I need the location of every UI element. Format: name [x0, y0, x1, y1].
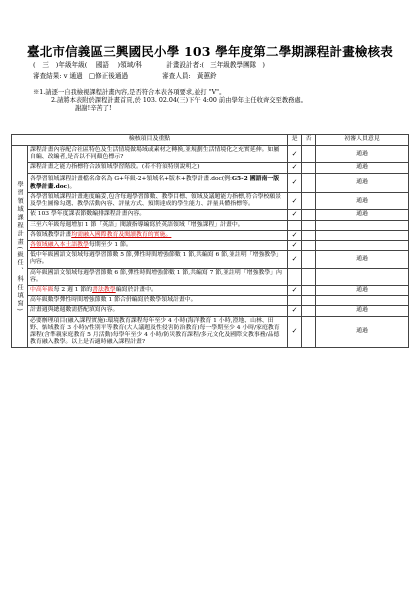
reviewer-note [316, 220, 409, 230]
yes-check: ✓ [288, 210, 302, 220]
review-result-revise: □修正後通過 [88, 72, 129, 80]
reviewer-note: 通過 [316, 173, 409, 192]
yes-check: ✓ [288, 241, 302, 251]
subject-suffix: )領域/科 [117, 61, 143, 69]
no-check [302, 173, 316, 192]
row-text-part: 各學習領域課程計畫檔名命名為 G+年級-2+領域名+版本+教學計畫.doc(例: [30, 175, 232, 182]
yes-check: ✓ [288, 306, 302, 316]
yes-check: ✓ [288, 230, 302, 240]
subject-value: 國語 [95, 61, 110, 69]
instruction-thanks: 謝謝!辛苦了! [75, 105, 112, 113]
no-check [302, 146, 316, 163]
reviewer-note [316, 230, 409, 240]
no-check [302, 163, 316, 173]
row-text: 低中年級國語文領域每週學習節數 5 節,彈性時間增強節數 1 節,共編寫 6 節,並註明「增強教學」內容。 [28, 251, 288, 268]
row-text [28, 241, 288, 251]
no-check [302, 316, 316, 348]
row-text: 三至六年級每週增加 1 節「英語」閱讀指導編寫於英語領域「增強課程」計畫中。 [28, 220, 288, 230]
yes-check: ✓ [288, 251, 302, 268]
row-text: 高年級數學彈性時間增強節數 1 節合併編寫於數學領域計畫中。 [28, 296, 288, 306]
designer-suffix: ) [262, 61, 265, 69]
header-review-line [33, 72, 217, 80]
table-row [12, 163, 409, 173]
grade-value: 三 [42, 61, 49, 69]
row-text-part: 每期至少 1 節。 [88, 242, 132, 249]
row-text: 課程計畫內容配合社區特色及生活情境做場域或素材之轉換,並規劃生活情境化之充實延伸。如屬自編、改編者,是否以不同顏色標示? [28, 146, 288, 163]
header-item: 檢核項目及重點 [12, 135, 288, 146]
row-text: 計畫週與總週數需搭配填寫內容。 [28, 306, 288, 316]
no-check [302, 193, 316, 210]
reviewer-note: 通過 [316, 251, 409, 268]
yes-check: ✓ [288, 193, 302, 210]
row-text-highlight: 及閱讀教育的實施。 [118, 231, 172, 238]
header-no: 否 [302, 135, 316, 146]
grade-prefix: ( [33, 61, 36, 69]
table-row [12, 316, 409, 348]
designer-label: 計畫設計者:( [166, 61, 204, 69]
row-text-part: 編寫於計畫中。 [115, 287, 157, 294]
no-check [302, 251, 316, 268]
row-text: 必要辦理項目(融入課程實施):環境教育課程每年至少 4 小時(海洋教育 1 小時,澄地、山林、田野、惦域教育 3 小時)/性別平等教育(大人議題及性侵害防治教育)每一學期至少 4 小時/家庭教育課程(含準親家庭教育 5 月活動)每學年至少 4 小時/防災教育課程/多元文化及國際文教事務/品德教育融入教學。以上是否適時融入課程計畫? [28, 316, 288, 348]
table-row [12, 220, 409, 230]
row-text: 課程計畫之能力指標符合該領域學習階段。(若不符須特別說明之) [28, 163, 288, 173]
table-row [12, 210, 409, 220]
no-check [302, 220, 316, 230]
document-title: 臺北市信義區三興國民小學 103 學年度第二學期課程計畫檢核表 [27, 44, 393, 59]
reviewer-note [316, 241, 409, 251]
no-check [302, 230, 316, 240]
reviewer-note: 通過 [316, 316, 409, 348]
row-text [28, 173, 288, 192]
designer-value: 三年級教學團隊 [210, 61, 257, 69]
yes-check: ✓ [288, 146, 302, 163]
table-row [12, 193, 409, 210]
row-text-part: 各領域教學計畫 [30, 231, 72, 238]
reviewer-label: 審查人員: [162, 72, 191, 80]
header-yes: 是 [288, 135, 302, 146]
no-check [302, 286, 316, 296]
no-check [302, 210, 316, 220]
yes-check: ✓ [288, 173, 302, 192]
review-result-pass: v 通過 [63, 72, 83, 80]
header-grade-line [33, 61, 265, 69]
row-text [28, 230, 288, 240]
checklist-table [11, 134, 409, 348]
reviewer-note [316, 296, 409, 306]
reviewer-note [316, 268, 409, 285]
reviewer-note: 通過 [316, 163, 409, 173]
row-text [28, 286, 288, 296]
table-row [12, 306, 409, 316]
instruction-2: 2.請將本表附於課程計畫首頁,於 103. 02.04(三)下午 4:00 前由學年主任收齊交至教務處。 [51, 97, 308, 105]
grade-suffix: )年級年級( [55, 61, 88, 69]
reviewer-note: 通過 [316, 146, 409, 163]
row-text: 各學習領域課程計畫進度編妥,包含每週學習節數、教學目標、領域及議題能力指標,符合學校願景及學生圖像勾選、教學活動內容、評量方式、預期達成的學生能力、評量具體指標等。 [28, 193, 288, 210]
reviewer-note: 通過 [316, 210, 409, 220]
row-text-highlight: 中高年級 [30, 287, 54, 294]
reviewer-note: 通過 [316, 286, 409, 296]
reviewer-note: 通過 [316, 306, 409, 316]
no-check [302, 241, 316, 251]
yes-check [288, 220, 302, 230]
table-row [12, 296, 409, 306]
no-check [302, 306, 316, 316]
instruction-1: ※1.請逐一自我檢視課程計畫內容,是否符合本表各項要求,並打 "V"。 [33, 89, 226, 96]
yes-check: ✓ [288, 316, 302, 348]
header-note: 初審人員意見 [316, 135, 409, 146]
instructions [33, 89, 393, 114]
row-text-example: G5-2 國語南一版教學計畫.doc [30, 174, 280, 190]
yes-check: ✓ [288, 286, 302, 296]
reviewer-note: 通過 [316, 193, 409, 210]
table-row [12, 173, 409, 192]
no-check [302, 268, 316, 285]
yes-check: ✓ [288, 163, 302, 173]
row-text-part: )。 [67, 183, 76, 190]
table-header-row [12, 135, 409, 146]
review-result-label: 審查結果: [33, 72, 62, 80]
side-category-label: 學習領域課程計畫(級任、科任填寫) [12, 146, 28, 348]
yes-check [288, 296, 302, 306]
table-row [12, 230, 409, 240]
row-text: 依 103 學年度課表節數編排課程計畫內容。 [28, 210, 288, 220]
no-check [302, 296, 316, 306]
table-row [12, 251, 409, 268]
table-row [12, 241, 409, 251]
row-text: 高年級國語文領域每週學習節數 6 節,彈性時間增強節數 1 節,共編寫 7 節,並註明「增強教學」內容。 [28, 268, 288, 285]
row-text-highlight: 各領域融入本土語教學 [30, 242, 89, 249]
row-text-highlight: 均需融入國際教育 [71, 231, 119, 238]
row-text-highlight: 書法教學 [92, 287, 116, 294]
reviewer-name: 黃蕙鈴 [196, 72, 217, 80]
table-row [12, 286, 409, 296]
table-row [12, 146, 409, 163]
row-text-part: 每 2 週 1 節的 [53, 287, 93, 294]
table-row [12, 268, 409, 285]
yes-check [288, 268, 302, 285]
